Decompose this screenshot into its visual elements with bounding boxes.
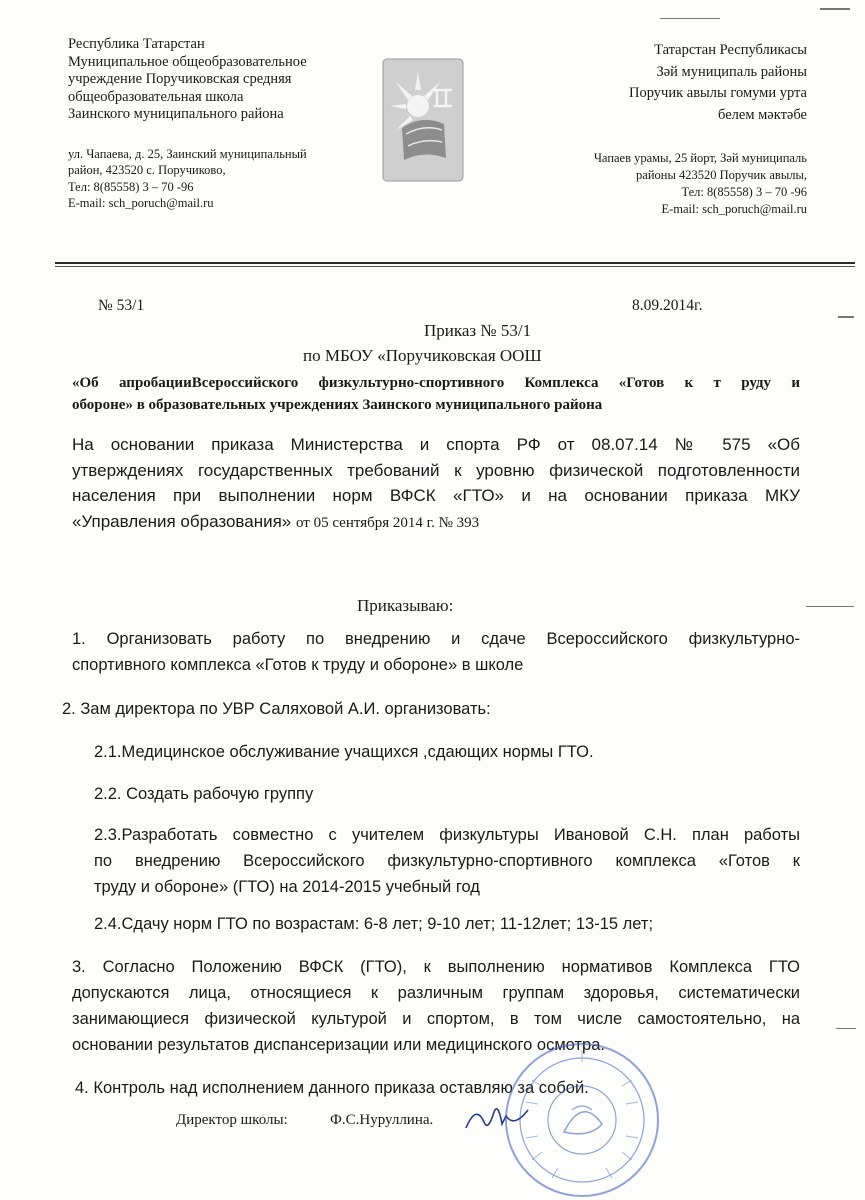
decree-item2-2: 2.2. Создать рабочую группу [94, 785, 314, 803]
header-left-block [68, 36, 378, 212]
order-subject-line2: обороне» в образовательных учреждениях Заинского муниципального района [72, 397, 603, 413]
basis-paragraph [72, 432, 800, 536]
decree-item3-line2: допускаются лица, относящиеся к различным группам здоровья, систематически [72, 984, 800, 1002]
order-number: № 53/1 [98, 297, 145, 314]
signature-name: Ф.С.Нуруллина. [330, 1112, 434, 1128]
tatarstan-coat-of-arms-icon [382, 58, 464, 182]
basis-line1: На основании приказа Министерства и спорта РФ от 08.07.14 № 575 «Об [72, 435, 800, 454]
basis-line4-tail: от 05 сентября 2014 г. № 393 [295, 514, 480, 531]
basis-line2: утверждениях государственных требований к уровню физической подготовленности [72, 460, 800, 480]
order-date: 8.09.2014г. [632, 297, 703, 314]
header-right-contact [547, 150, 807, 218]
header-left-org-line4: Заинского муниципального района [68, 106, 284, 122]
decree-item2-4: 2.4.Сдачу норм ГТО по возрастам: 6-8 лет; 9-10 лет; 11-12лет; 13-15 лет; [94, 915, 654, 933]
signature-position: Директор школы: [176, 1112, 288, 1128]
header-left-address-line2: район, 423520 с. Поручиково, [68, 163, 226, 177]
order-title: Приказ № 53/1 [424, 321, 532, 340]
header-right-address-line2: районы 423520 Поручик авылы, [636, 168, 807, 182]
decree-heading: Приказываю: [357, 596, 454, 615]
scan-artifact [836, 1028, 856, 1029]
decree-item2: 2. Зам директора по УВР Саляховой А.И. организовать: [62, 700, 491, 718]
header-right-block [547, 40, 807, 218]
header-right-address-line1: Чапаев урамы, 25 йорт, Зәй муниципаль [593, 151, 807, 165]
header-left-org-line3: общеобразовательная школа [68, 88, 244, 105]
header-right-district: Зәй муниципаль районы [656, 63, 807, 80]
header-left-org-line2: учреждение Поручиковская средняя [68, 71, 292, 87]
basis-line4 [72, 509, 800, 537]
header-divider [55, 262, 855, 264]
header-right-org-line1: Поручик авылы гомуми урта [629, 85, 807, 101]
header-left-email: E-mail: sch_poruch@mail.ru [68, 196, 214, 210]
header-left-org-line1: Муниципальное общеобразовательное [68, 53, 307, 70]
header-divider-thin [55, 266, 855, 267]
header-right-country: Татарстан Республикасы [654, 42, 807, 58]
decree-item2-3 [94, 822, 800, 900]
order-subject-line1: «Об апробацииВсероссийского физкультурно-спортивного Комплекса «Готов к т руду и [72, 375, 800, 391]
header-right-email: E-mail: sch_poruch@mail.ru [661, 202, 807, 216]
decree-item3-line4: основании результатов диспансеризации или медицинского осмотра. [72, 1036, 605, 1054]
decree-item2-1: 2.1.Медицинское обслуживание учащихся ,сдающих нормы ГТО. [94, 743, 594, 761]
school-stamp-icon [502, 1040, 662, 1200]
decree-item3-line3: занимающиеся физической культурой и спортом, в том числе самостоятельно, на [72, 1010, 800, 1028]
decree-item2-3-line3: труду и обороне» (ГТО) на 2014-2015 учебный год [94, 878, 480, 896]
decree-item1-line1: 1. Организовать работу по внедрению и сдаче Всероссийского физкультурно- [72, 630, 800, 648]
header-left-phone: Тел: 8(85558) 3 – 70 -96 [68, 179, 194, 194]
header-left-contact [68, 146, 378, 212]
decree-item3 [72, 954, 800, 1058]
basis-line4-main: «Управления образования» [72, 511, 292, 531]
order-subtitle: по МБОУ «Поручиковская ООШ [303, 346, 542, 365]
decree-item3-line1: 3. Согласно Положению ВФСК (ГТО), к выполнению нормативов Комплекса ГТО [72, 958, 800, 976]
decree-item2-3-line1: 2.3.Разработать совместно с учителем физкультуры Ивановой С.Н. план работы [94, 826, 800, 844]
decree-item2-3-line2: по внедрению Всероссийского физкультурно-спортивного комплекса «Готов к [94, 852, 800, 870]
header-left-country: Республика Татарстан [68, 36, 205, 52]
decree-item1-line2: спортивного комплекса «Готов к труду и обороне» в школе [72, 656, 524, 674]
basis-line3: населения при выполнении норм ВФСК «ГТО» и на основании приказа МКУ [72, 486, 800, 505]
scan-artifact [806, 606, 854, 607]
header-right-phone: Тел: 8(85558) 3 – 70 -96 [681, 185, 807, 199]
scan-artifact [820, 8, 850, 10]
decree-item1 [72, 626, 800, 678]
header-left-address-line1: ул. Чапаева, д. 25, Заинский муниципальный [68, 146, 307, 161]
scan-artifact [838, 316, 854, 318]
order-subject [72, 372, 800, 416]
scan-artifact [660, 18, 720, 19]
header-right-org-line2: белем мәктәбе [718, 106, 807, 123]
decree-item4: 4. Контроль над исполнением данного приказа оставляю за собой. [75, 1079, 589, 1097]
